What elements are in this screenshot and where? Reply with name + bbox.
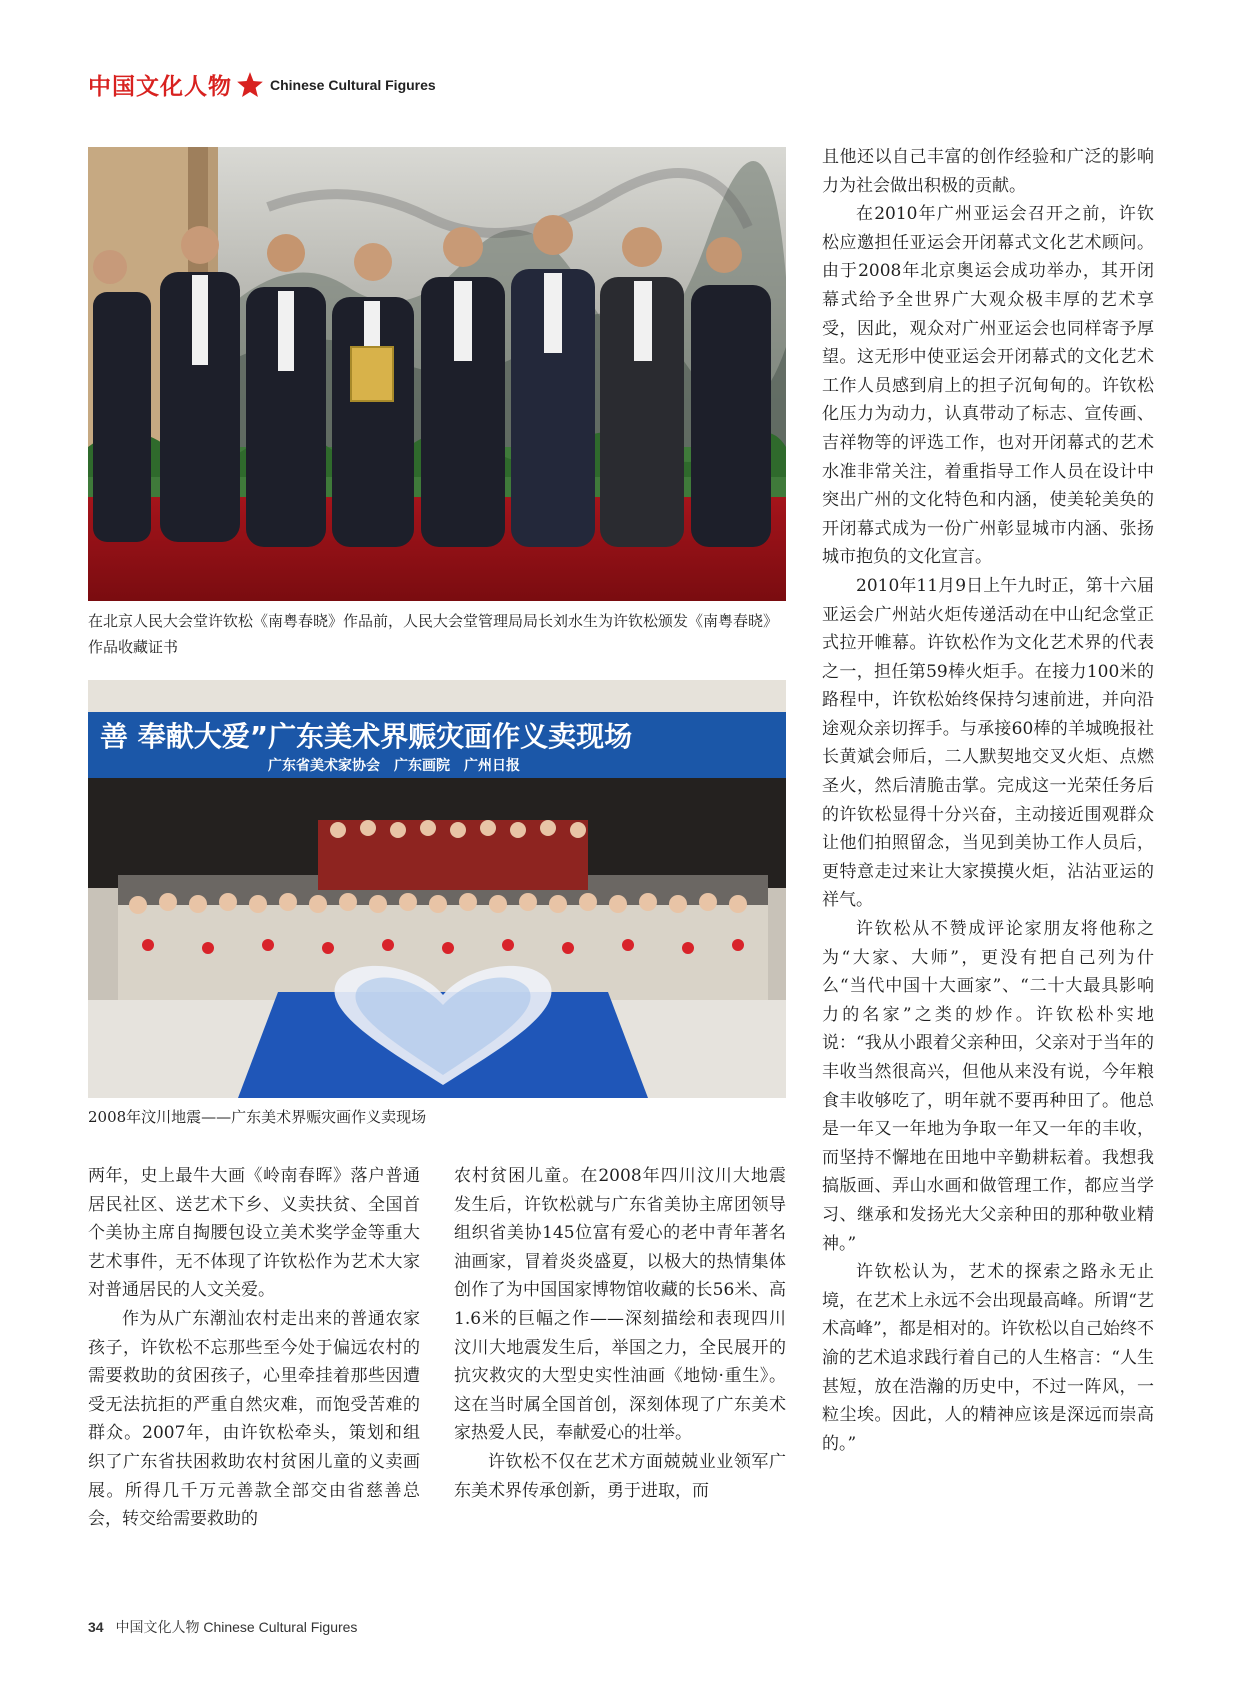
photo-caption: 2008年汶川地震——广东美术界赈灾画作义卖现场 — [88, 1108, 427, 1126]
page-footer — [88, 1617, 357, 1637]
photo-charity-sale — [88, 680, 786, 1098]
page-number: 34 — [88, 1619, 104, 1635]
paragraph: 许钦松认为，艺术的探索之路永无止境，在艺术上永远不会出现最高峰。所谓“艺术高峰”，都是相对的。许钦松以自己始终不渝的艺术追求践行着自己的人生格言：“人生甚短，放在浩瀚的历史中，不过一阵风，一粒尘埃。因此，人的精神应该是深远而崇高的。” — [822, 1262, 1154, 1454]
banner-title: 善 奉献大爱”广东美术界赈灾画作义卖现场 — [100, 720, 633, 753]
paragraph: 2010年11月9日上午九时正，第十六届亚运会广州站火炬传递活动在中山纪念堂正式拉开帷幕。许钦松作为文化艺术界的代表之一，担任第59棒火炬手。在接力100米的路程中，许钦松始终保持匀速前进，并向沿途观众亲切挥手。与承接60棒的羊城晚报社长黄斌会师后，二人默契地交叉火炬、点燃圣火，然后清脆击掌。完成这一光荣任务后的许钦松显得十分兴奋，主动接近围观群众让他们拍照留念，当见到美协工作人员后，更特意走过来让大家摸摸火炬，沾沾亚运的祥气。 — [822, 575, 1154, 911]
masthead — [88, 68, 436, 101]
paragraph: 农村贫困儿童。在2008年四川汶川大地震发生后，许钦松就与广东省美协主席团领导组织省美协145位富有爱心的老中青年著名油画家，冒着炎炎盛夏，以极大的热情集体创作了为中国国家博物馆收藏的长56米、高1.6米的巨幅之作——深刻描绘和表现四川汶川大地震发生后，举国之力，全民展开的抗灾救灾的大型史实性油画《地恸·重生》。这在当时属全国首创，深刻体现了广东美术家热爱人民，奉献爱心的壮举。 — [454, 1166, 786, 1444]
footer-title: 中国文化人物 Chinese Cultural Figures — [115, 1619, 358, 1635]
banner-subtitle: 广东省美术家协会 广东画院 广州日报 — [268, 758, 520, 774]
paragraph: 作为从广东潮汕农村走出来的普通农家孩子，许钦松不忘那些至今处于偏远农村的需要救助的贫困孩子，心里牵挂着那些因遭受无法抗拒的严重自然灾难，而饱受苦难的群众。2007年，由许钦松牵头，策划和组织了广东省扶困救助农村贫困儿童的义卖画展。所得几千万元善款全部交由省慈善总会，转交给需要救助的 — [88, 1308, 420, 1530]
photo-caption: 在北京人民大会堂许钦松《南粤春晓》作品前，人民大会堂管理局局长刘水生为许钦松颁发《南粤春晓》作品收藏证书 — [88, 612, 779, 656]
brand-title-cn: 中国文化人物 — [88, 73, 232, 100]
paragraph: 两年，史上最牛大画《岭南春晖》落户普通居民社区、送艺术下乡、义卖扶贫、全国首个美协主席自掏腰包设立美术奖学金等重大艺术事件，无不体现了许钦松作为艺术大家对普通居民的人文关爱。 — [88, 1166, 420, 1301]
paragraph: 许钦松从不赞成评论家朋友将他称之为“大家、大师”，更没有把自己列为什么“当代中国十大画家”、“二十大最具影响力的名家”之类的炒作。许钦松朴实地说：“我从小跟着父亲种田，父亲对于当年的丰收当然很高兴，但他从来没有说，今年粮食丰收够吃了，明年就不要再种田了。他总是一年又一年地为争取一年又一年的丰收，而坚持不懈地在田地中辛勤耕耘着。我想我搞版画、弄山水画和做管理工作，都应当学习、继承和发扬光大父亲种田的那种敬业精神。” — [822, 919, 1154, 1254]
article-column-middle — [454, 1162, 786, 1505]
brand-title-en: Chinese Cultural Figures — [270, 76, 436, 93]
photo-award-ceremony — [88, 147, 786, 601]
article-column-left — [88, 1162, 420, 1534]
paragraph: 许钦松不仅在艺术方面兢兢业业领军广东美术界传承创新，勇于进取，而 — [454, 1451, 786, 1501]
paragraph: 在2010年广州亚运会召开之前，许钦松应邀担任亚运会开闭幕式文化艺术顾问。由于2008年北京奥运会成功举办，其开闭幕式给予全世界广大观众极丰厚的艺术享受，因此，观众对广州亚运会也同样寄予厚望。这无形中使亚运会开闭幕式的文化艺术工作人员感到肩上的担子沉甸甸的。许钦松化压力为动力，认真带动了标志、宣传画、吉祥物等的评选工作，也对开闭幕式的艺术水准非常关注，着重指导工作人员在设计中突出广州的文化特色和内涵，使美轮美奂的开闭幕式成为一份广州彰显城市内涵、张扬城市抱负的文化宣言。 — [822, 204, 1154, 568]
star-icon — [236, 71, 264, 99]
paragraph: 且他还以自己丰富的创作经验和广泛的影响力为社会做出积极的贡献。 — [822, 147, 1154, 196]
article-column-right — [822, 143, 1154, 1458]
